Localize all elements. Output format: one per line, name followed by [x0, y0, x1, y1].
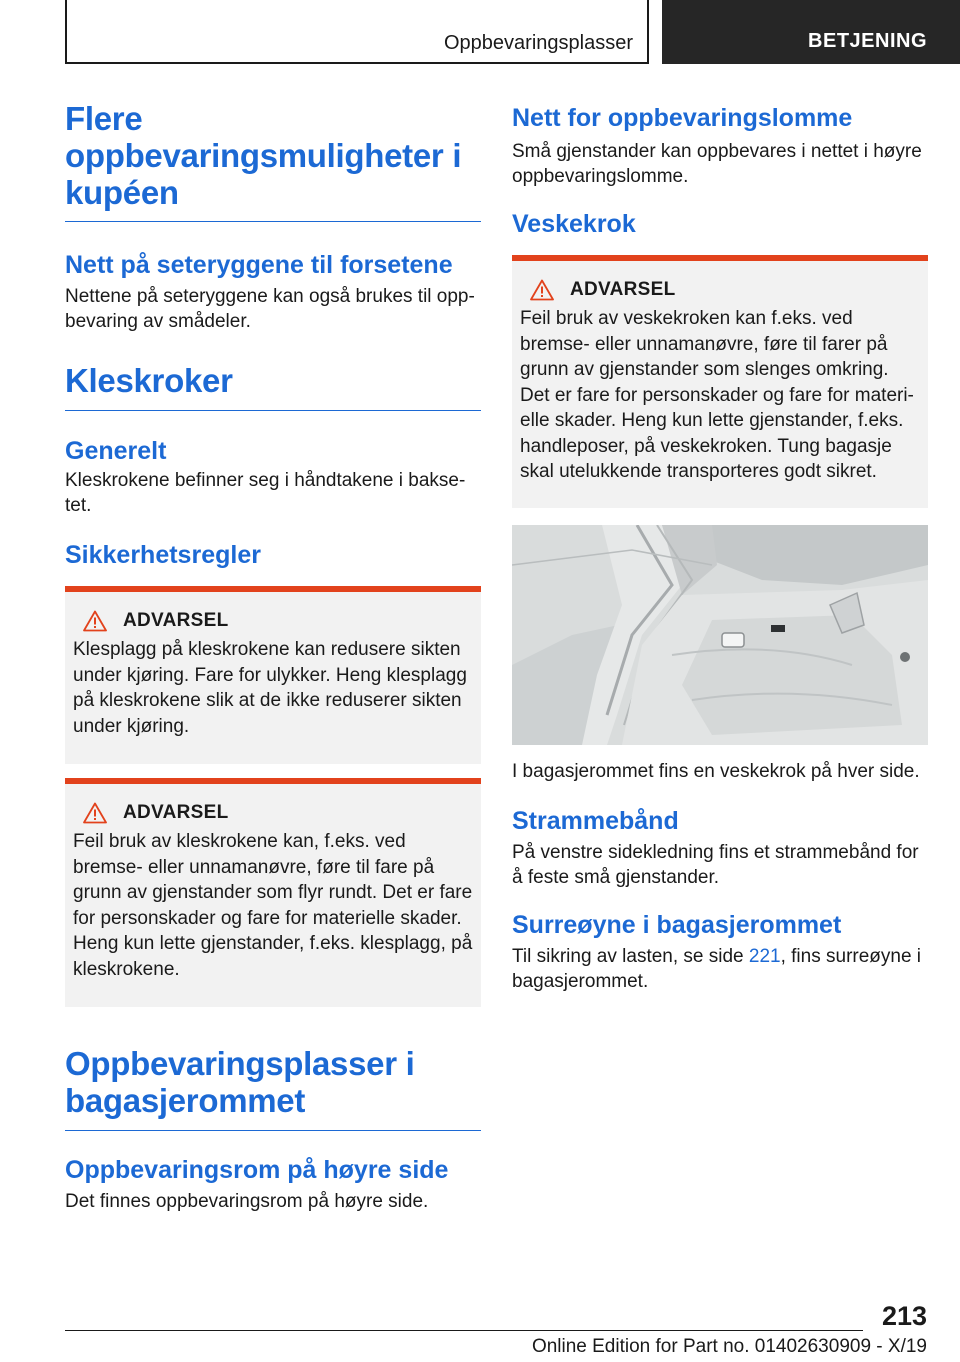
warning-header — [73, 802, 473, 824]
heading-rule — [65, 1130, 481, 1131]
chapter-title: BETJENING — [808, 30, 927, 52]
text-seat-nets: Nettene på seteryggene kan også brukes til opp-bevaring av smådeler. — [65, 286, 475, 332]
heading-trunk-storage: Oppbevaringsplasser i bagasjerommet — [65, 1045, 415, 1119]
trunk-bag-hook-photo — [512, 525, 928, 745]
warning-box-3 — [512, 255, 928, 508]
photo-caption: I bagasjerommet fins en veskekrok på hver side. — [512, 761, 920, 782]
heading-bag-hook: Veskekrok — [512, 210, 636, 238]
warning-text: Klesplagg på kleskrokene kan redusere sikten under kjøring. Fare for ulykker. Heng klesplagg på kleskrokene slik at de ikke reduserer sikten under kjøring. — [73, 639, 467, 737]
warning-text: Feil bruk av veskekroken kan f.eks. ved bremse- eller unnamanøvre, føre til farer på grunn av gjenstander som slenges omkring. Det er fare for personskader og fare for materi-elle skader. Heng kun lette gjenstander, f.eks. handleposer, på veskekroken. Tung bagasje skal utelukkende transporteres godt sikret. — [520, 308, 914, 482]
running-header-section — [65, 0, 649, 64]
heading-seat-nets: Nett på seteryggene til forsetene — [65, 251, 453, 279]
warning-label: ADVARSEL — [123, 610, 229, 631]
left-column — [65, 100, 481, 1214]
warning-text: Feil bruk av kleskrokene kan, f.eks. ved bremse- eller unnamanøvre, føre til fare på grunn av gjenstander som flyr rundt. Det er fare for personskader og fare for materielle skader. Heng kun lette gjenstander, f.eks. klesplagg, på kleskrokene. — [73, 831, 473, 980]
running-header-chapter — [662, 0, 960, 64]
heading-rule — [65, 221, 481, 222]
page-number: 213 — [881, 1301, 927, 1331]
warning-box-1 — [65, 586, 481, 764]
heading-strap: Strammebånd — [512, 807, 679, 835]
warning-triangle-icon — [83, 802, 107, 824]
warning-header — [520, 279, 920, 301]
heading-general: Generelt — [65, 437, 167, 465]
right-column — [512, 103, 928, 994]
heading-interior-storage: Flere oppbevaringsmuligheter i kupéen — [65, 100, 462, 211]
warning-triangle-icon — [530, 279, 554, 301]
text-strap: På venstre sidekledning fins et strammebånd for å feste små gjenstander. — [512, 842, 919, 888]
heading-safety-rules: Sikkerhetsregler — [65, 541, 261, 569]
page-reference-link[interactable]: 221 — [748, 946, 781, 967]
text-lashing-eyes — [512, 944, 928, 994]
section-title: Oppbevaringsplasser — [444, 32, 633, 54]
text-right-storage: Det finnes oppbevaringsrom på høyre side. — [65, 1191, 429, 1212]
text-lashing-before: Til sikring av lasten, se side — [512, 946, 749, 967]
heading-net-pocket: Nett for oppbevaringslomme — [512, 104, 853, 132]
text-lashing-after: , fins surreøyne i bagasjerommet. — [512, 946, 922, 992]
text-general: Kleskrokene befinner seg i håndtakene i bakse-tet. — [65, 470, 466, 516]
warning-header — [73, 610, 473, 632]
footer-rule — [65, 1330, 863, 1331]
warning-box-2 — [65, 778, 481, 1007]
warning-label: ADVARSEL — [570, 279, 676, 300]
heading-coat-hooks: Kleskroker — [65, 362, 233, 399]
warning-triangle-icon — [83, 610, 107, 632]
heading-rule — [65, 410, 481, 411]
warning-label: ADVARSEL — [123, 802, 229, 823]
text-net-pocket: Små gjenstander kan oppbevares i nettet i høyre oppbevaringslomme. — [512, 141, 922, 187]
edition-footer: Online Edition for Part no. 01402630909 - X/19 — [531, 1336, 927, 1357]
heading-lashing-eyes: Surreøyne i bagasjerommet — [512, 911, 842, 939]
heading-right-storage: Oppbevaringsrom på høyre side — [65, 1156, 449, 1184]
